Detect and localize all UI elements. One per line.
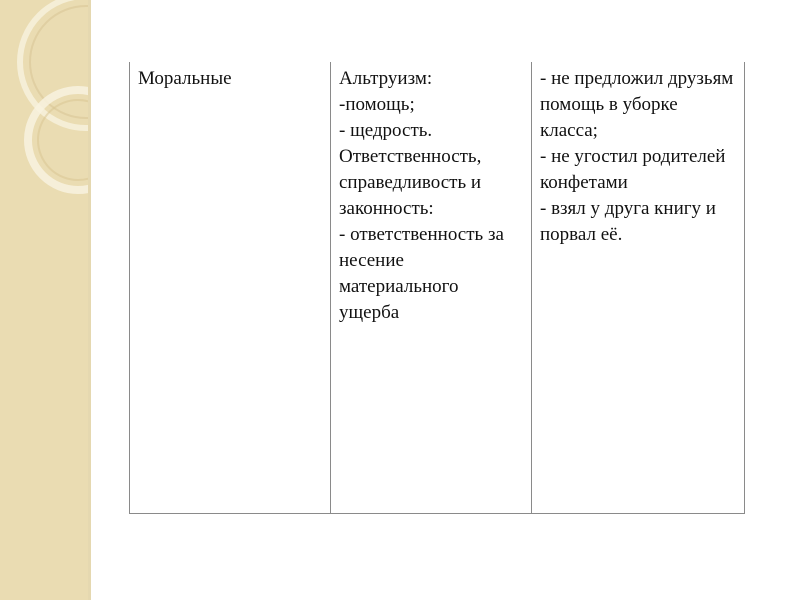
decorative-side-band — [0, 0, 88, 600]
band-edge — [88, 0, 91, 600]
category-text: Моральные — [138, 68, 232, 89]
values-line: -помощь; — [339, 94, 415, 115]
values-cell — [331, 62, 532, 514]
example-line: - не угостил родителей конфетами — [540, 146, 726, 193]
values-line: - щедрость. — [339, 120, 433, 141]
values-line: Альтруизм: — [339, 68, 433, 89]
example-line: - не предложил друзьям помощь в уборке класса; — [540, 68, 734, 141]
example-line: - взял у друга книгу и порвал её. — [540, 198, 716, 245]
values-line: Ответственность, справедливость и законность: — [339, 146, 482, 219]
category-cell — [130, 62, 331, 514]
content-table-wrapper — [129, 62, 741, 514]
decorative-rings-icon — [0, 0, 88, 600]
values-line: - ответственность за несение материального ущерба — [339, 224, 504, 323]
table-row — [130, 62, 745, 514]
examples-cell — [532, 62, 745, 514]
values-table — [129, 62, 745, 514]
